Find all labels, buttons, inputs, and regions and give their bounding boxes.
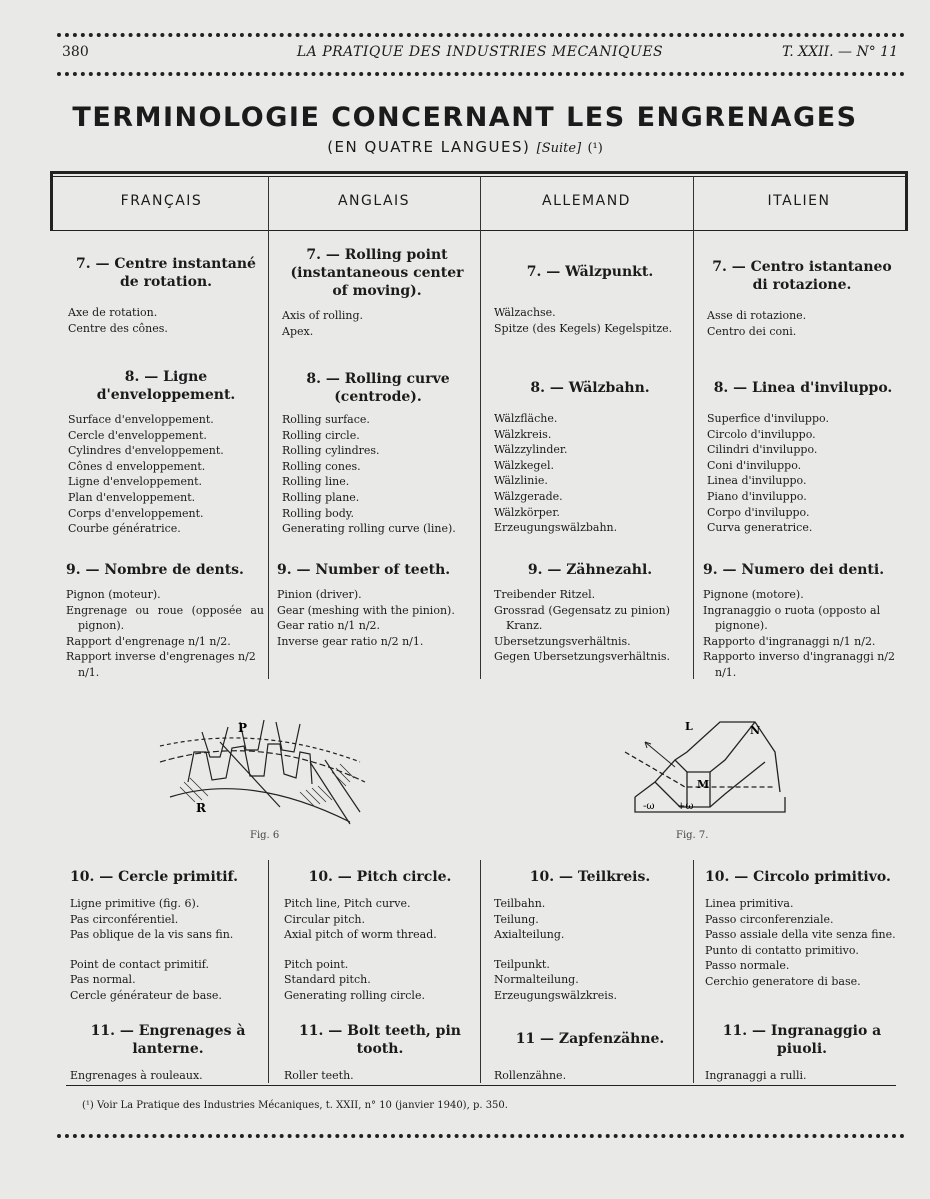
journal-title: LA PRATIQUE DES INDUSTRIES MECANIQUES (296, 44, 664, 60)
sec8-it-line: Linea d'inviluppo. (707, 474, 807, 488)
sec10-de-line: Erzeugungswälzkreis. (494, 988, 617, 1002)
fig7-label-m: M (697, 778, 710, 791)
sec7-fr-line: Centre des cônes. (68, 321, 168, 335)
sec8-en (282, 370, 474, 537)
sec10-fr-line: Point de contact primitif. (70, 957, 209, 971)
sec9-en-line: Inverse gear ratio n/2 n/1. (277, 634, 424, 648)
sec7-it-line: Asse di rotazione. (707, 309, 807, 322)
sec9-de-line: Grossrad (Gegensatz zu pinion) Kranz. (494, 603, 670, 633)
sec10-fr-line: Cercle générateur de base. (70, 988, 222, 1002)
sec8-en-line: Rolling circle. (282, 428, 360, 442)
fig7-label-n: N (750, 724, 761, 737)
sec9-en (277, 561, 473, 649)
sec10-de-line: Axialteilung. (494, 928, 565, 942)
sec10-fr-title: 10. — Cercle primitif. (70, 869, 238, 885)
sec8-fr-line: Cônes d enveloppement. (68, 459, 206, 473)
sec9-it-line: Rapporto inverso d'ingranaggi n/2 n/1. (703, 650, 896, 679)
sec8-en-line: Rolling line. (282, 475, 350, 489)
sec9-de-line: Ubersetzungsverhältnis. (494, 634, 631, 648)
sec9-it-line: Rapporto d'ingranaggi n/1 n/2. (703, 634, 876, 648)
spacer (284, 943, 476, 957)
sec7-en (282, 246, 472, 339)
sec10-it-line: Passo normale. (705, 959, 790, 973)
sec8-it-line: Circolo d'inviluppo. (707, 427, 816, 441)
sec8-it-line: Piano d'inviluppo. (707, 489, 807, 503)
sec7-en-line: Apex. (282, 324, 314, 338)
sec7-fr-line: Axe de rotation. (68, 306, 158, 319)
sec10-it-line: Punto di contatto primitivo. (705, 943, 859, 957)
sec9-de (494, 561, 686, 665)
sec9-it-line: Pignone (motore). (703, 588, 804, 601)
sec10-de-title: 10. — Teilkreis. (529, 869, 651, 885)
footnote-ref: (¹) (587, 141, 603, 156)
sec10-de-line: Normalteilung. (494, 973, 579, 987)
sec10-it-line: Linea primitiva. (705, 897, 794, 910)
sec11-en-title: 11. — Bolt teeth, pin tooth. (299, 1023, 461, 1057)
sec9-fr-line: Pignon (moteur). (66, 588, 161, 601)
sec8-fr-line: Surface d'enveloppement. (68, 413, 214, 426)
sec8-it-line: Corpo d'inviluppo. (707, 505, 810, 519)
sec10-de-line: Teilbahn. (494, 897, 546, 910)
page-number: 380 (62, 44, 89, 60)
sec8-en-line: Rolling cylindres. (282, 444, 380, 458)
sec7-de-line: Spitze (des Kegels) Kegelspitze. (494, 321, 673, 335)
sec11-en (284, 1022, 476, 1084)
fig6-label-p: P (238, 721, 248, 735)
sec8-fr-line: Cercle d'enveloppement. (68, 428, 207, 442)
figure-6-gear-mesh (150, 712, 370, 832)
sec9-fr-line: Engrenage ou roue (opposée au pignon). (66, 603, 264, 633)
sec7-it (707, 258, 897, 339)
sec7-it-line: Centro dei coni. (707, 324, 797, 338)
sec10-it-line: Passo assiale della vite senza fine. (705, 928, 896, 942)
fig7-label-minus-omega: -ω (643, 801, 655, 812)
running-header (62, 44, 898, 66)
sec8-en-title: 8. — Rolling curve (centrode). (306, 371, 450, 405)
sec9-it-line: Ingranaggio o ruota (opposto al pignone). (703, 603, 881, 633)
sec8-de-line: Wälzzylinder. (494, 443, 568, 457)
sec7-de (494, 263, 686, 336)
header-bottom-rule (50, 230, 908, 231)
sec8-de-line: Wälzkreis. (494, 427, 552, 441)
sec10-fr-line: Pas circonférentiel. (70, 912, 179, 926)
bottom-dotted-rule (57, 1134, 905, 1138)
sec9-en-line: Pinion (driver). (277, 588, 362, 601)
sec9-fr-title: 9. — Nombre de dents. (66, 562, 244, 578)
sec8-fr-line: Corps d'enveloppement. (68, 506, 204, 520)
subtitle-main: (EN QUATRE LANGUES) (327, 138, 531, 156)
sec10-de (494, 868, 686, 1004)
sec10-it-title: 10. — Circolo primitivo. (705, 869, 891, 885)
sec8-it-line: Cilindri d'inviluppo. (707, 443, 818, 457)
sec8-de (494, 379, 686, 536)
sec8-fr-line: Plan d'enveloppement. (68, 490, 196, 504)
col-divider-1 (268, 176, 269, 679)
sec10-de-line: Teilpunkt. (494, 957, 550, 971)
sec10-de-line: Teilung. (494, 912, 539, 926)
figure-7-rack-tooth (615, 712, 795, 822)
sec10-en-line: Axial pitch of worm thread. (284, 928, 437, 942)
sec8-en-line: Generating rolling curve (line). (282, 522, 456, 536)
col-divider-3-lower (693, 860, 694, 1083)
sec8-de-line: Erzeugungswälzbahn. (494, 521, 618, 535)
sec11-de (494, 1030, 686, 1084)
col-head-fr: FRANÇAIS (120, 193, 203, 209)
sec11-en-line: Roller teeth. (284, 1069, 354, 1082)
sec11-it (705, 1022, 899, 1084)
sec8-fr-line: Ligne d'enveloppement. (68, 475, 203, 489)
sec8-en-line: Rolling cones. (282, 459, 361, 473)
sec9-it-title: 9. — Numero dei denti. (703, 562, 885, 578)
table-right-rule (905, 171, 908, 231)
sec10-en-line: Standard pitch. (284, 973, 371, 987)
sec10-fr-line: Pas normal. (70, 973, 136, 987)
sec8-de-line: Wälzgerade. (494, 489, 563, 503)
table-top-rule-thin (50, 176, 908, 177)
sec11-fr-title: 11. — Engrenages à lanterne. (90, 1023, 246, 1057)
fig6-label-r: R (196, 801, 206, 815)
table-top-rule (50, 171, 908, 174)
spacer (494, 943, 686, 957)
col-divider-3 (693, 176, 694, 679)
sec8-fr-line: Cylindres d'enveloppement. (68, 444, 224, 458)
sec7-en-line: Axis of rolling. (282, 309, 364, 322)
sec11-it-line: Ingranaggi a rulli. (705, 1069, 807, 1082)
sec11-de-line: Rollenzähne. (494, 1069, 567, 1082)
subtitle-suite: [Suite] (536, 141, 582, 156)
sec7-fr (68, 255, 264, 336)
sec11-fr (70, 1022, 266, 1084)
sec9-en-title: 9. — Number of teeth. (277, 562, 451, 578)
top-dotted-rule (57, 33, 905, 37)
sec9-de-line: Gegen Ubersetzungsverhältnis. (494, 650, 671, 664)
sec10-en-title: 10. — Pitch circle. (308, 869, 452, 885)
fig7-label-l: L (685, 720, 693, 733)
sec10-fr-line: Pas oblique de la vis sans fin. (70, 928, 234, 942)
sec10-en-line: Generating rolling circle. (284, 988, 425, 1002)
sec8-en-line: Rolling surface. (282, 413, 370, 426)
sec7-fr-title: 7. — Centre instantané de rotation. (76, 256, 256, 290)
sec10-it (705, 868, 899, 990)
sec9-fr (66, 561, 264, 681)
sec10-it-line: Passo circonferenziale. (705, 912, 834, 926)
footnote: (¹) Voir La Pratique des Industries Mécaniques, t. XXII, n° 10 (janvier 1940), p. 350. (82, 1100, 508, 1111)
sec7-en-title: 7. — Rolling point (instantaneous center of moving). (290, 247, 464, 299)
sec10-en-line: Circular pitch. (284, 912, 365, 926)
sec10-en (284, 868, 476, 1004)
sec9-en-line: Gear (meshing with the pinion). (277, 603, 455, 617)
sec10-it-line: Cerchio generatore di base. (705, 974, 861, 988)
sec8-fr-title: 8. — Ligne d'enveloppement. (96, 369, 236, 403)
sec10-en-line: Pitch point. (284, 957, 349, 971)
table-left-rule (50, 171, 53, 231)
sec9-en-line: Gear ratio n/1 n/2. (277, 619, 381, 633)
fig7-label-plus-omega: +ω (677, 801, 694, 812)
sec9-fr-line: Rapport inverse d'engrenages n/2 n/1. (66, 650, 256, 679)
sec9-de-title: 9. — Zähnezahl. (527, 562, 653, 578)
col-divider-2-lower (480, 860, 481, 1083)
figure-6-caption: Fig. 6 (250, 830, 280, 841)
sec11-de-title: 11 — Zapfenzähne. (515, 1031, 665, 1047)
sec9-de-line: Treibender Ritzel. (494, 588, 596, 601)
header-dotted-rule (57, 72, 905, 76)
sec8-de-line: Wälzkörper. (494, 505, 560, 519)
sec11-fr-line: Engrenages à rouleaux. (70, 1069, 203, 1082)
sec8-de-title: 8. — Wälzbahn. (530, 380, 650, 396)
sec8-fr-line: Courbe génératrice. (68, 522, 181, 536)
footnote-rule (66, 1085, 896, 1086)
sec10-en-line: Pitch line, Pitch curve. (284, 897, 411, 910)
volume-number: T. XXII. — N° 11 (781, 44, 898, 60)
sec8-fr (68, 368, 264, 537)
sec8-de-line: Wälzkegel. (494, 458, 554, 472)
page-title: TERMINOLOGIE CONCERNANT LES ENGRENAGES (72, 102, 858, 133)
sec7-de-line: Wälzachse. (494, 306, 556, 319)
sec8-it-line: Superfice d'inviluppo. (707, 412, 829, 425)
sec8-de-line: Wälzlinie. (494, 474, 548, 488)
col-head-it: ITALIEN (767, 193, 831, 209)
col-divider-2 (480, 176, 481, 679)
sec9-fr-line: Rapport d'engrenage n/1 n/2. (66, 634, 231, 648)
col-head-en: ANGLAIS (337, 193, 411, 209)
sec8-en-line: Rolling body. (282, 506, 355, 520)
spacer (70, 943, 266, 957)
sec8-it-line: Curva generatrice. (707, 521, 813, 535)
sec10-fr-line: Ligne primitive (fig. 6). (70, 897, 200, 910)
sec9-it (703, 561, 899, 681)
sec7-it-title: 7. — Centro istantaneo di rotazione. (712, 259, 892, 293)
sec8-en-line: Rolling plane. (282, 490, 360, 504)
sec8-it-title: 8. — Linea d'inviluppo. (713, 380, 893, 396)
sec8-it-line: Coni d'inviluppo. (707, 458, 802, 472)
figure-7-caption: Fig. 7. (676, 830, 709, 841)
page-subtitle (0, 138, 930, 156)
sec11-it-title: 11. — Ingranaggio a piuoli. (722, 1023, 882, 1057)
col-divider-1-lower (268, 860, 269, 1083)
sec8-it (707, 379, 899, 536)
col-head-de: ALLEMAND (542, 193, 631, 209)
sec8-de-line: Wälzfläche. (494, 412, 558, 425)
sec7-de-title: 7. — Wälzpunkt. (526, 264, 654, 280)
sec10-fr (70, 868, 266, 1004)
